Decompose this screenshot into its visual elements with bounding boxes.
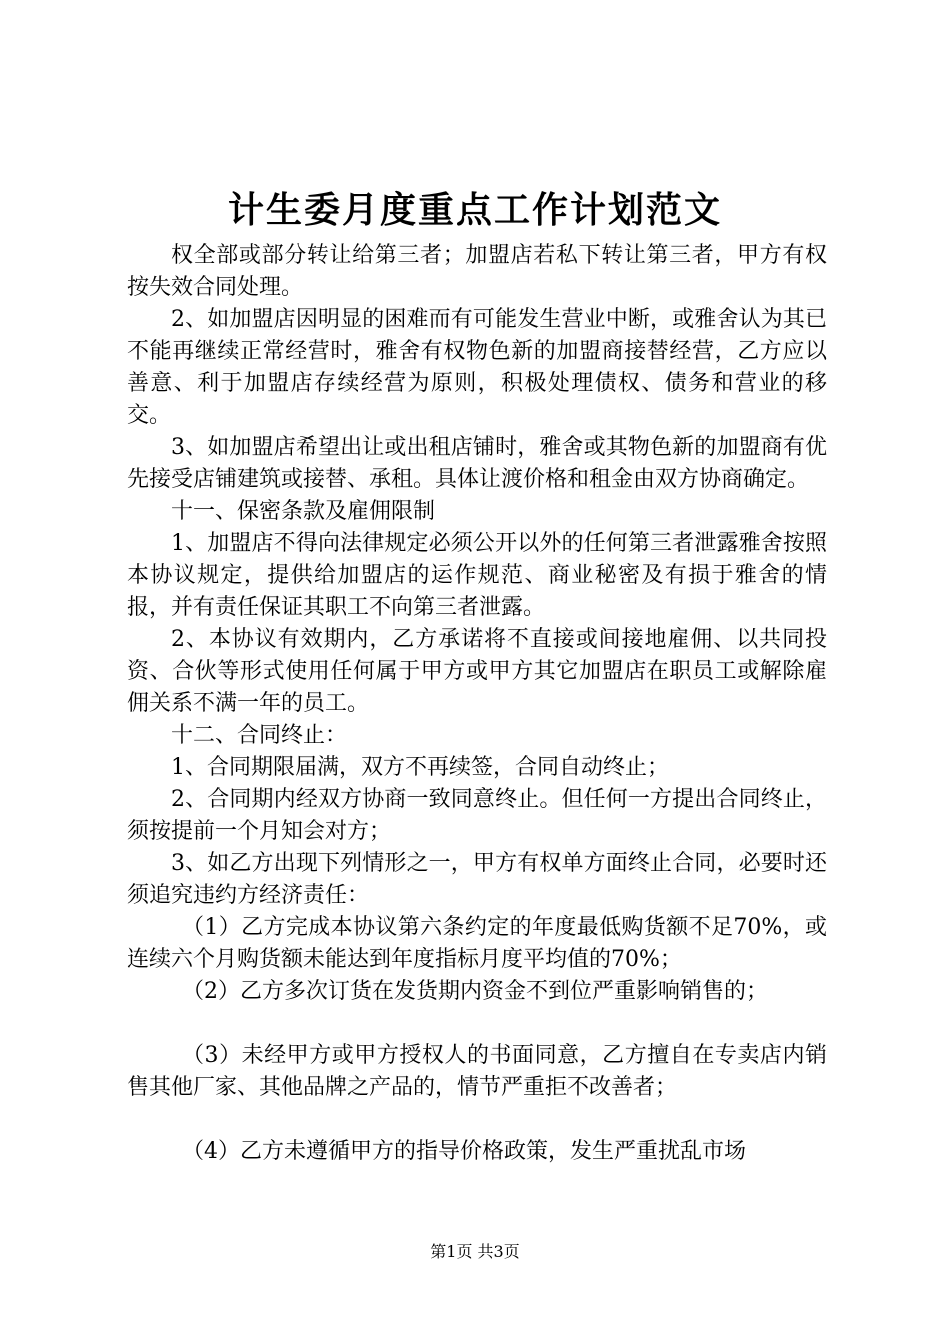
- clause-3: （3）未经甲方或甲方授权人的书面同意，乙方擅自在专卖店内销售其他厂家、其他品牌之产品的，情节严重拒不改善者；: [127, 1043, 827, 1100]
- document-title: 计生委月度重点工作计划范文: [227, 189, 722, 231]
- section-heading-12: 十二、合同终止：: [171, 723, 348, 748]
- paragraph-5: 1、加盟店不得向法律规定必须公开以外的任何第三者泄露雅舍按照本协议规定，提供给加盟店的运作规范、商业秘密及有损于雅舍的情报，并有责任保证其职工不向第三者泄露。: [127, 531, 827, 620]
- paragraph-10: 3、如乙方出现下列情形之一，甲方有权单方面终止合同，必要时还须追究违约方经济责任：: [127, 851, 827, 908]
- paragraph-1: 权全部或部分转让给第三者；加盟店若私下转让第三者，甲方有权按失效合同处理。: [127, 243, 827, 300]
- clause-4: （4）乙方未遵循甲方的指导价格政策，发生严重扰乱市场: [182, 1139, 746, 1164]
- clause-1: （1）乙方完成本协议第六条约定的年度最低购货额不足70%，或连续六个月购货额未能达到年度指标月度平均值的70%；: [127, 915, 827, 972]
- clause-2: （2）乙方多次订货在发货期内资金不到位严重影响销售的；: [182, 979, 768, 1004]
- paragraph-2: 2、如加盟店因明显的困难而有可能发生营业中断，或雅舍认为其已不能再继续正常经营时，雅舍有权物色新的加盟商接替经营，乙方应以善意、利于加盟店存续经营为原则，积极处理债权、债务和营业的移交。: [127, 307, 827, 428]
- page-footer: 第1页 共3页: [430, 1242, 520, 1261]
- document-body: [127, 240, 827, 1168]
- paragraph-3: 3、如加盟店希望出让或出租店铺时，雅舍或其物色新的加盟商有优先接受店铺建筑或接替、承租。具体让渡价格和租金由双方协商确定。: [127, 435, 827, 492]
- paragraph-8: 1、合同期限届满，双方不再续签，合同自动终止；: [171, 755, 669, 780]
- paragraph-9: 2、合同期内经双方协商一致同意终止。但任何一方提出合同终止，须按提前一个月知会对方；: [127, 787, 827, 844]
- paragraph-6: 2、本协议有效期内，乙方承诺将不直接或间接地雇佣、以共同投资、合伙等形式使用任何属于甲方或甲方其它加盟店在职员工或解除雇佣关系不满一年的员工。: [127, 627, 827, 716]
- section-heading-11: 十一、保密条款及雇佣限制: [171, 499, 436, 524]
